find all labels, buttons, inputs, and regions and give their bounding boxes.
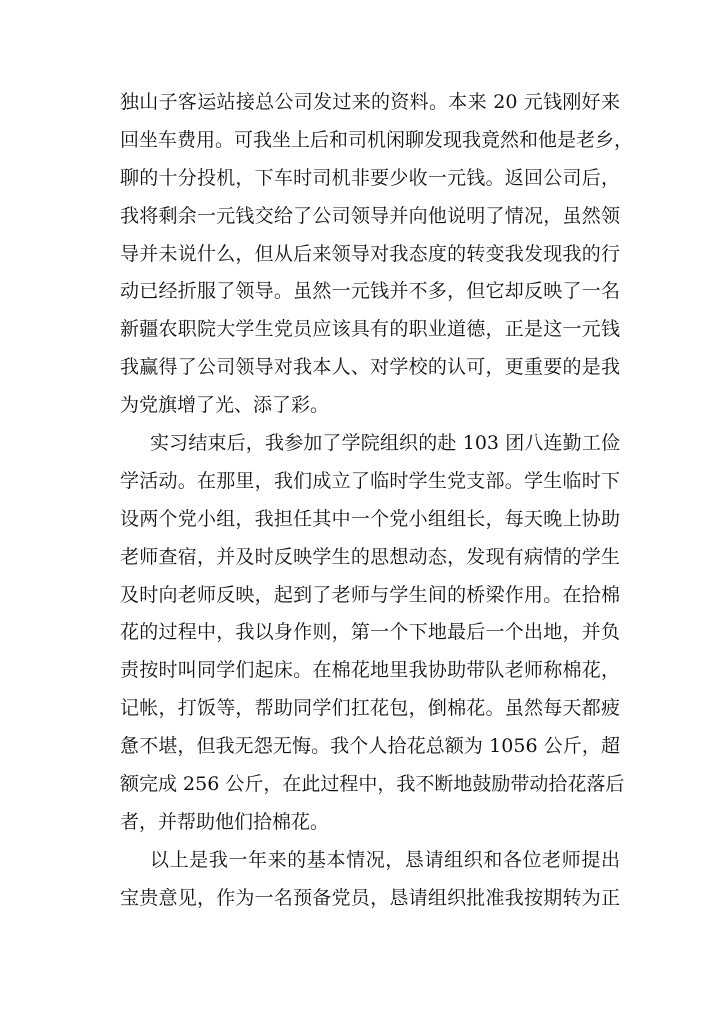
text-line: 设两个党小组，我担任其中一个党小组组长，每天晚上协助 (120, 507, 620, 530)
text-line: 以上是我一年来的基本情况，恳请组织和各位老师提出 (150, 848, 620, 871)
text-line: 动已经折服了领导。虽然一元钱并不多，但它却反映了一名 (120, 280, 620, 303)
paragraph-1 (120, 84, 634, 425)
text-line: 记帐，打饭等，帮助同学们扛花包，倒棉花。虽然每天都疲 (120, 697, 620, 720)
text-line: 责按时叫同学们起床。在棉花地里我协助带队老师称棉花， (120, 659, 620, 682)
text-line: 额完成 256 公斤，在此过程中，我不断地鼓励带动拾花落后 (120, 773, 625, 796)
text-line: 花的过程中，我以身作则，第一个下地最后一个出地，并负 (120, 621, 620, 644)
text-line: 我赢得了公司领导对我本人、对学校的认可，更重要的是我 (120, 356, 620, 379)
text-line: 宝贵意见，作为一名预备党员，恳请组织批准我按期转为正 (120, 886, 620, 909)
text-line: 者，并帮助他们拾棉花。 (120, 810, 330, 833)
text-line: 新疆农职院大学生党员应该具有的职业道德，正是这一元钱 (120, 318, 620, 341)
text-line: 聊的十分投机，下车时司机非要少收一元钱。返回公司后， (120, 166, 620, 189)
text-line: 老师查宿，并及时反映学生的思想动态，发现有病情的学生 (120, 545, 620, 568)
body-text (120, 84, 634, 918)
text-line: 实习结束后，我参加了学院组织的赴 103 团八连勤工俭 (150, 432, 620, 455)
paragraph-3 (120, 842, 620, 918)
text-line: 学活动。在那里，我们成立了临时学生党支部。学生临时下 (120, 469, 620, 492)
text-line: 导并未说什么，但从后来领导对我态度的转变我发现我的行 (120, 242, 620, 265)
text-line: 惫不堪，但我无怨无悔。我个人拾花总额为 1056 公斤，超 (120, 735, 620, 758)
text-line: 我将剩余一元钱交给了公司领导并向他说明了情况，虽然领 (120, 204, 620, 227)
text-line: 独山子客运站接总公司发过来的资料。本来 20 元钱刚好来 (120, 91, 620, 113)
paragraph-2 (120, 425, 625, 842)
text-line: 为党旗增了光、添了彩。 (120, 394, 330, 417)
text-line: 回坐车费用。可我坐上后和司机闲聊发现我竟然和他是老乡， (120, 128, 634, 151)
text-line: 及时向老师反映，起到了老师与学生间的桥梁作用。在拾棉 (120, 583, 620, 606)
